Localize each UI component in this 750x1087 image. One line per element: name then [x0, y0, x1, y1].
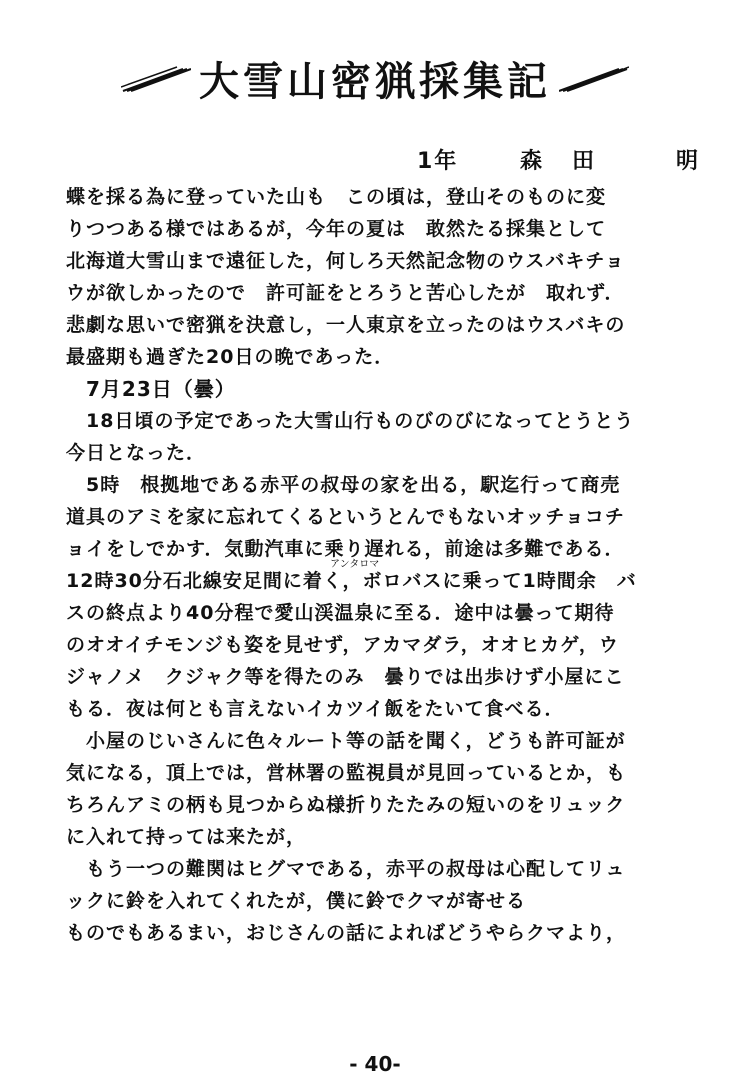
- text-line: 5時 根拠地である赤平の叔母の家を出る，駅迄行って商売: [86, 474, 621, 496]
- text-line: 気になる，頂上では，営林署の監視員が見回っているとか，も: [66, 762, 627, 784]
- title-block: [0, 48, 750, 108]
- text-line: りつつある様ではあるが，今年の夏は 敢然たる採集として: [66, 218, 607, 240]
- page-number: - 40-: [349, 1052, 401, 1076]
- text-line: 最盛期も過ぎた20日の晩であった．: [66, 346, 395, 368]
- text-line: 18日頃の予定であった大雪山行ものびのびになってとうとう: [86, 410, 635, 432]
- text-line: ものでもあるまい，おじさんの話によればどうやらクマより，: [66, 922, 627, 944]
- text-line-with-ruby: [66, 565, 726, 597]
- text-line: ジャノメ クジャク等を得たのみ 曇りでは出歩けず小屋にこ: [66, 666, 625, 688]
- diary-date: 7月23日（曇）: [86, 377, 236, 401]
- author-grade: 1年: [417, 149, 459, 174]
- text-line: 北海道大雪山まで遠征した，何しろ天然記念物のウスバキチョ: [66, 250, 625, 272]
- text-line: 蝶を採る為に登っていた山も この頃は，登山そのものに変: [66, 186, 607, 208]
- text-line: もう一つの難関はヒグマである，赤平の叔母は心配してリュ: [86, 858, 626, 880]
- article-body: [66, 181, 726, 949]
- ruby-reading: アンタロマ: [330, 559, 380, 570]
- text-line: 今日となった．: [66, 442, 207, 464]
- text-line: スの終点より40分程で愛山渓温泉に至る．途中は曇って期待: [66, 602, 615, 624]
- text-line: ちろんアミの柄も見つからぬ様折りたたみの短いのをリュック: [66, 794, 626, 816]
- text-line: ョイをしでかす．気動汽車に乗り遅れる，前途は多難である．: [66, 538, 625, 560]
- text-line: もる．夜は何とも言えないイカツイ飯をたいて食べる．: [66, 698, 565, 720]
- text-line: 小屋のじいさんに色々ルート等の話を聞く，どうも許可証が: [86, 730, 626, 752]
- text-line: 悲劇な思いで密猟を決意し，一人東京を立ったのはウスバキの: [66, 314, 626, 336]
- text-line: 道具のアミを家に忘れてくるというとんでもないオッチョコチ: [66, 506, 625, 528]
- text-line: ックに鈴を入れてくれたが，僕に鈴でクマが寄せる: [66, 890, 527, 912]
- ruby-annotation-line: 12時30分石北線安足間に着く，ボロバスに乗って1時間余 バ: [66, 570, 637, 592]
- title-hatch-right: [559, 63, 629, 93]
- text-line: ウが欲しかったので 許可証をとろうと苦心したが 取れず．: [66, 282, 625, 304]
- page-title: 大雪山密猟採集記: [199, 58, 551, 105]
- title-hatch-left: [121, 63, 191, 93]
- text-line: のオオイチモンジも姿を見せず，アカマダラ，オオヒカゲ，ウ: [66, 634, 619, 656]
- author-name: 森田 明: [519, 149, 728, 174]
- author-line: [0, 144, 728, 175]
- text-line: に入れて持っては来たが，: [66, 826, 307, 848]
